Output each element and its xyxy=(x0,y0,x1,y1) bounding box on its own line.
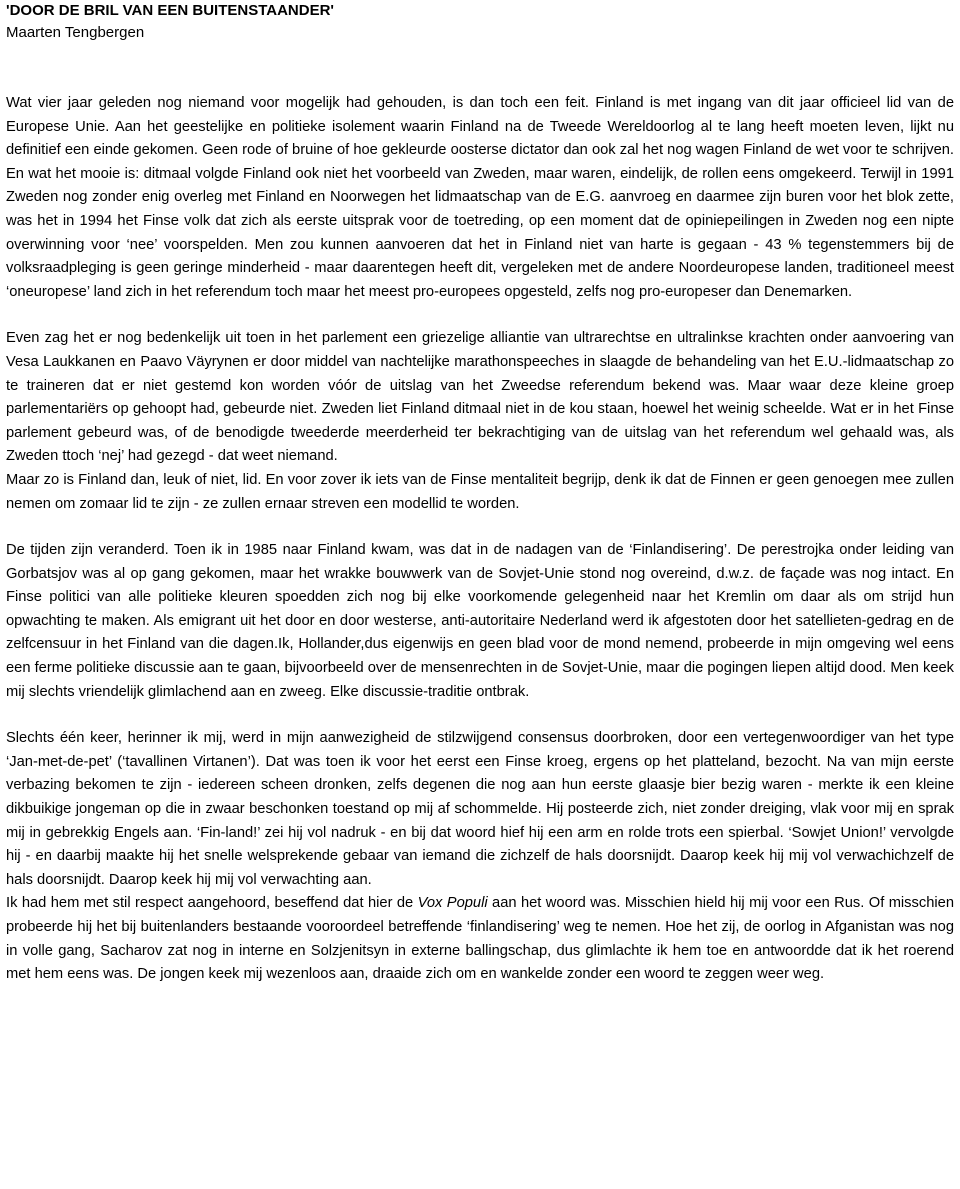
paragraph-1: Wat vier jaar geleden nog niemand voor mogelijk had gehouden, is dan toch een feit. Finland is met ingang van dit jaar officieel lid van de Europese Unie. Aan het geestelijke en politieke isolement waarin Finland na de Tweede Wereldoorlog al te lang heeft moeten leven, lijkt nu definitief een einde gekomen. Geen rode of bruine of hoe gekleurde oosterse dictator dan ook zal het nog wagen Finland de wet voor te schrijven. En wat het mooie is: ditmaal volgde Finland ook niet het voorbeeld van Zweden, maar waren, eindelijk, de rollen eens omgekeerd. Terwijl in 1991 Zweden nog zonder enig overleg met Finland en Noorwegen het lidmaatschap van de E.G. aanvroeg en daarmee zijn buren voor het blok zette, was het in 1994 het Finse volk dat zich als eerste uitsprak voor de toetreding, op een moment dat de opiniepeilingen in Zweden nog een nipte overwinning voor ‘nee’ voorspelden. Men zou kunnen aanvoeren dat het in Finland niet van harte is gegaan - 43 % tegenstemmers bij de volksraadpleging is geen geringe minderheid - maar daarentegen heeft dit, vergeleken met de andere Noordeuropese landen, traditioneel meest ‘oneuropese’ land zich in het referendum toch maar het meest pro-europees opgesteld, zelfs nog pro-europeser dan Denemarken. xyxy=(6,95,954,300)
paragraph-2: Even zag het er nog bedenkelijk uit toen in het parlement een griezelige alliantie van ultrarechtse en ultralinkse krachten onder aanvoering van Vesa Laukkanen en Paavo Väyrynen er door middel van nachtelijke marathonspeeches in slaagde de behandeling van het E.U.-lidmaatschap zo te traineren dat er niet gestemd kon worden vóór de uitslag van het Zweedse referendum bekend was. Maar waar deze kleine groep parlementariërs op gehoopt had, gebeurde niet. Zweden liet Finland ditmaal niet in de kou staan, hoewel het weinig scheelde. Wat er in het Finse parlement gebeurd was, of de benodigde tweederde meerderheid ter bekrachtiging van de uitslag van het referendum wel gehaald was, als Zweden ttoch ‘nej’ had gezegd - dat weet niemand. xyxy=(6,330,954,465)
paragraph-6-text-after: aan het woord was. Misschien hield hij mij voor een Rus. Of misschien probeerde hij het bij buitenlanders bestaande vooroordeel betreffende ‘finlandisering’ weg te nemen. Hoe het zij, de oorlog in Afganistan was nog in volle gang, Sacharov zat nog in interne en Solzjenitsyn in externe ballingschap, dus glimlachte ik hem toe en antwoordde dat ik het roerend met hem eens was. De jongen keek mij wezenloos aan, draaide zich om en wankelde zonder een woord te zeggen weer weg. xyxy=(6,895,954,983)
paragraph-6 xyxy=(6,892,954,986)
paragraph-3: Maar zo is Finland dan, leuk of niet, lid. En voor zover ik iets van de Finse mentaliteit begrijp, denk ik dat de Finnen er geen genoegen mee zullen nemen om zomaar lid te zijn - ze zullen ernaar streven een modellid te worden. xyxy=(6,471,954,512)
paragraph-5: Slechts één keer, herinner ik mij, werd in mijn aanwezigheid de stilzwijgend consensus doorbroken, door een vertegenwoordiger van het type ‘Jan-met-de-pet’ (‘tavallinen Virtanen’). Dat was toen ik voor het eerst een Finse kroeg, ergens op het platteland, bezocht. Na van mijn eerste verbazing bekomen te zijn - iedereen scheen dronken, zelfs degenen die nog aan hun eerste glaasje bier bezig waren - merkte ik een kleine dikbuikige jongeman op die in zwaar beschonken toestand op mij af schommelde. Hij posteerde zich, niet zonder dreiging, vlak voor mij en sprak mij in gebrekkig Engels aan. ‘Fin-land!’ zei hij vol nadruk - en bij dat woord hief hij een arm en rolde trots een spierbal. ‘Sowjet Union!’ vervolgde hij - en daarbij maakte hij het snelle welsprekende gebaar van iemand die zichzelf de hals doorsnijdt. Daarop keek hij mij vol verwachichzelf de hals doorsnijdt. Daarop keek hij mij vol verwachting aan. xyxy=(6,730,954,888)
document-title: 'DOOR DE BRIL VAN EEN BUITENSTAANDER' xyxy=(6,2,334,19)
document-author: Maarten Tengbergen xyxy=(6,24,145,41)
paragraph-6-text-before: Ik had hem met stil respect aangehoord, beseffend dat hier de xyxy=(6,895,418,912)
header-spacer xyxy=(6,44,954,92)
paragraph-spacer xyxy=(6,704,954,727)
paragraph-spacer xyxy=(6,516,954,539)
paragraph-4: De tijden zijn veranderd. Toen ik in 1985 naar Finland kwam, was dat in de nadagen van de ‘Finlandisering’. De perestrojka onder leiding van Gorbatsjov was al op gang gekomen, maar het wrakke bouwwerk van de Sovjet-Unie stond nog overeind, d.w.z. de façade was nog intact. En Finse politici van alle politieke kleuren spoedden zich nog bij elke voorkomende gelegenheid naar het Kremlin om daar als om strijd hun opwachting te maken. Als emigrant uit het door en door westerse, anti-autoritaire Nederland werd ik afgestoten door het satellieten-gedrag en de zelfcensuur in het Finland van die dagen.Ik, Hollander,dus eigenwijs en geen blad voor de mond nemend, probeerde in mijn omgeving wel eens een ferme politieke discussie aan te gaan, bijvoorbeeld over de mensenrechten in de Sovjet-Unie, maar die pogingen liepen altijd dood. Men keek mij slechts vriendelijk glimlachend aan en zweeg. Elke discussie-traditie ontbrak. xyxy=(6,542,954,700)
vox-populi-emphasis: Vox Populi xyxy=(417,895,488,912)
paragraph-spacer xyxy=(6,304,954,327)
